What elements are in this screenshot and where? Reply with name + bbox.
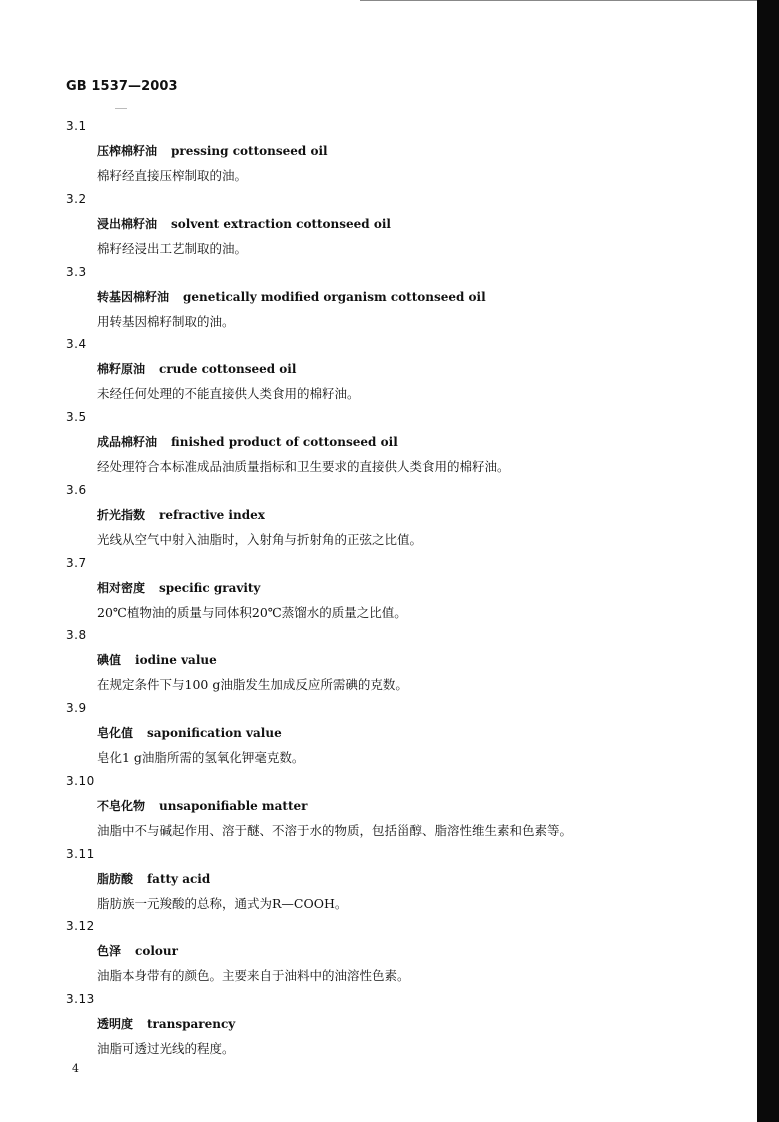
- definition-text: 油脂可透过光线的程度。: [97, 1041, 235, 1056]
- term-zh: 压榨棉籽油: [97, 144, 158, 158]
- term: [97, 505, 265, 525]
- clause-number: 3.13: [66, 992, 95, 1006]
- term-en: specific gravity: [159, 580, 261, 595]
- term-en: refractive index: [159, 507, 265, 522]
- definition-entry: [66, 480, 746, 553]
- clause-number: 3.11: [66, 846, 95, 861]
- term-zh: 碘值: [97, 653, 122, 668]
- term: [97, 578, 260, 598]
- definition-text: 皂化1 g油脂所需的氢氧化钾毫克数。: [97, 750, 305, 765]
- term: [97, 214, 391, 234]
- term-zh: 不皂化物: [97, 798, 146, 813]
- term-en: unsaponifiable matter: [159, 798, 308, 813]
- definition-entry: [66, 771, 746, 844]
- definition-entry: [66, 334, 746, 407]
- term-en: transparency: [147, 1017, 236, 1031]
- term-en: colour: [135, 944, 178, 959]
- term-en: genetically modified organism cottonseed oil: [183, 289, 486, 304]
- standard-code: GB 1537—2003: [66, 79, 178, 94]
- term: [97, 359, 296, 379]
- term-en: iodine value: [135, 653, 217, 668]
- definition-entry: [66, 989, 746, 1062]
- clause-number: 3.6: [66, 482, 87, 497]
- term-zh: 色泽: [97, 944, 122, 959]
- term-zh: 皂化值: [97, 726, 134, 740]
- definition-entry: [66, 116, 746, 189]
- term-en: pressing cottonseed oil: [171, 144, 328, 158]
- term-zh: 棉籽原油: [97, 362, 146, 377]
- definition-text: 经处理符合本标准成品油质量指标和卫生要求的直接供人类食用的棉籽油。: [97, 459, 510, 474]
- definition-text: 油脂中不与碱起作用、溶于醚、不溶于水的物质，包括甾醇、脂溶性维生素和色素等。: [97, 822, 573, 838]
- definition-entry: [66, 189, 746, 262]
- term-zh: 成品棉籽油: [97, 435, 158, 449]
- term: [97, 941, 178, 961]
- definition-text: 油脂本身带有的颜色。主要来自于油料中的油溶性色素。: [97, 968, 410, 984]
- definition-entry: [66, 916, 746, 989]
- term: [97, 869, 210, 889]
- term: [97, 796, 307, 816]
- definition-text: 脂肪族一元羧酸的总称，通式为R—COOH。: [97, 895, 348, 911]
- definition-text: 光线从空气中射入油脂时，入射角与折射角的正弦之比值。: [97, 531, 423, 547]
- scan-border: [757, 0, 779, 1122]
- clause-number: 3.2: [66, 191, 87, 206]
- term-en: finished product of cottonseed oil: [171, 435, 398, 449]
- definition-entry: [66, 698, 746, 771]
- definition-text: 在规定条件下与100 g油脂发生加成反应所需碘的克数。: [97, 677, 408, 693]
- term: [97, 650, 217, 670]
- term-zh: 相对密度: [97, 580, 146, 595]
- definition-text: 用转基因棉籽制取的油。: [97, 313, 235, 329]
- term-en: solvent extraction cottonseed oil: [171, 216, 391, 231]
- clause-number: 3.5: [66, 410, 87, 424]
- term: [97, 432, 398, 452]
- term: [97, 1014, 235, 1034]
- term: [97, 287, 486, 307]
- definition-entry: [66, 625, 746, 698]
- definition-text: 棉籽经直接压榨制取的油。: [97, 168, 248, 183]
- clause-number: 3.3: [66, 264, 87, 279]
- term-zh: 折光指数: [97, 507, 146, 522]
- term-zh: 浸出棉籽油: [97, 216, 158, 231]
- definitions-list: [66, 116, 746, 1062]
- definition-text: 20℃植物油的质量与同体积20℃蒸馏水的质量之比值。: [97, 604, 407, 620]
- clause-number: 3.4: [66, 337, 87, 352]
- term-zh: 透明度: [97, 1017, 134, 1031]
- definition-text: 棉籽经浸出工艺制取的油。: [97, 240, 248, 256]
- definition-entry: [66, 407, 746, 480]
- definition-entry: [66, 553, 746, 626]
- definition-entry: [66, 844, 746, 917]
- clause-number: 3.9: [66, 701, 87, 715]
- term-en: crude cottonseed oil: [159, 362, 297, 377]
- term-en: fatty acid: [147, 871, 211, 886]
- clause-number: 3.8: [66, 628, 87, 643]
- header-rule: [115, 108, 127, 109]
- definition-entry: [66, 262, 746, 335]
- clause-number: 3.7: [66, 555, 87, 570]
- term: [97, 723, 282, 743]
- clause-number: 3.12: [66, 919, 95, 934]
- term-zh: 转基因棉籽油: [97, 289, 170, 304]
- clause-number: 3.10: [66, 773, 95, 788]
- term-zh: 脂肪酸: [97, 871, 134, 886]
- definition-text: 未经任何处理的不能直接供人类食用的棉籽油。: [97, 386, 360, 402]
- page-number: 4: [72, 1062, 79, 1075]
- clause-number: 3.1: [66, 119, 87, 133]
- scan-edge-line: [360, 0, 762, 1]
- term: [97, 141, 328, 161]
- term-en: saponification value: [147, 726, 282, 740]
